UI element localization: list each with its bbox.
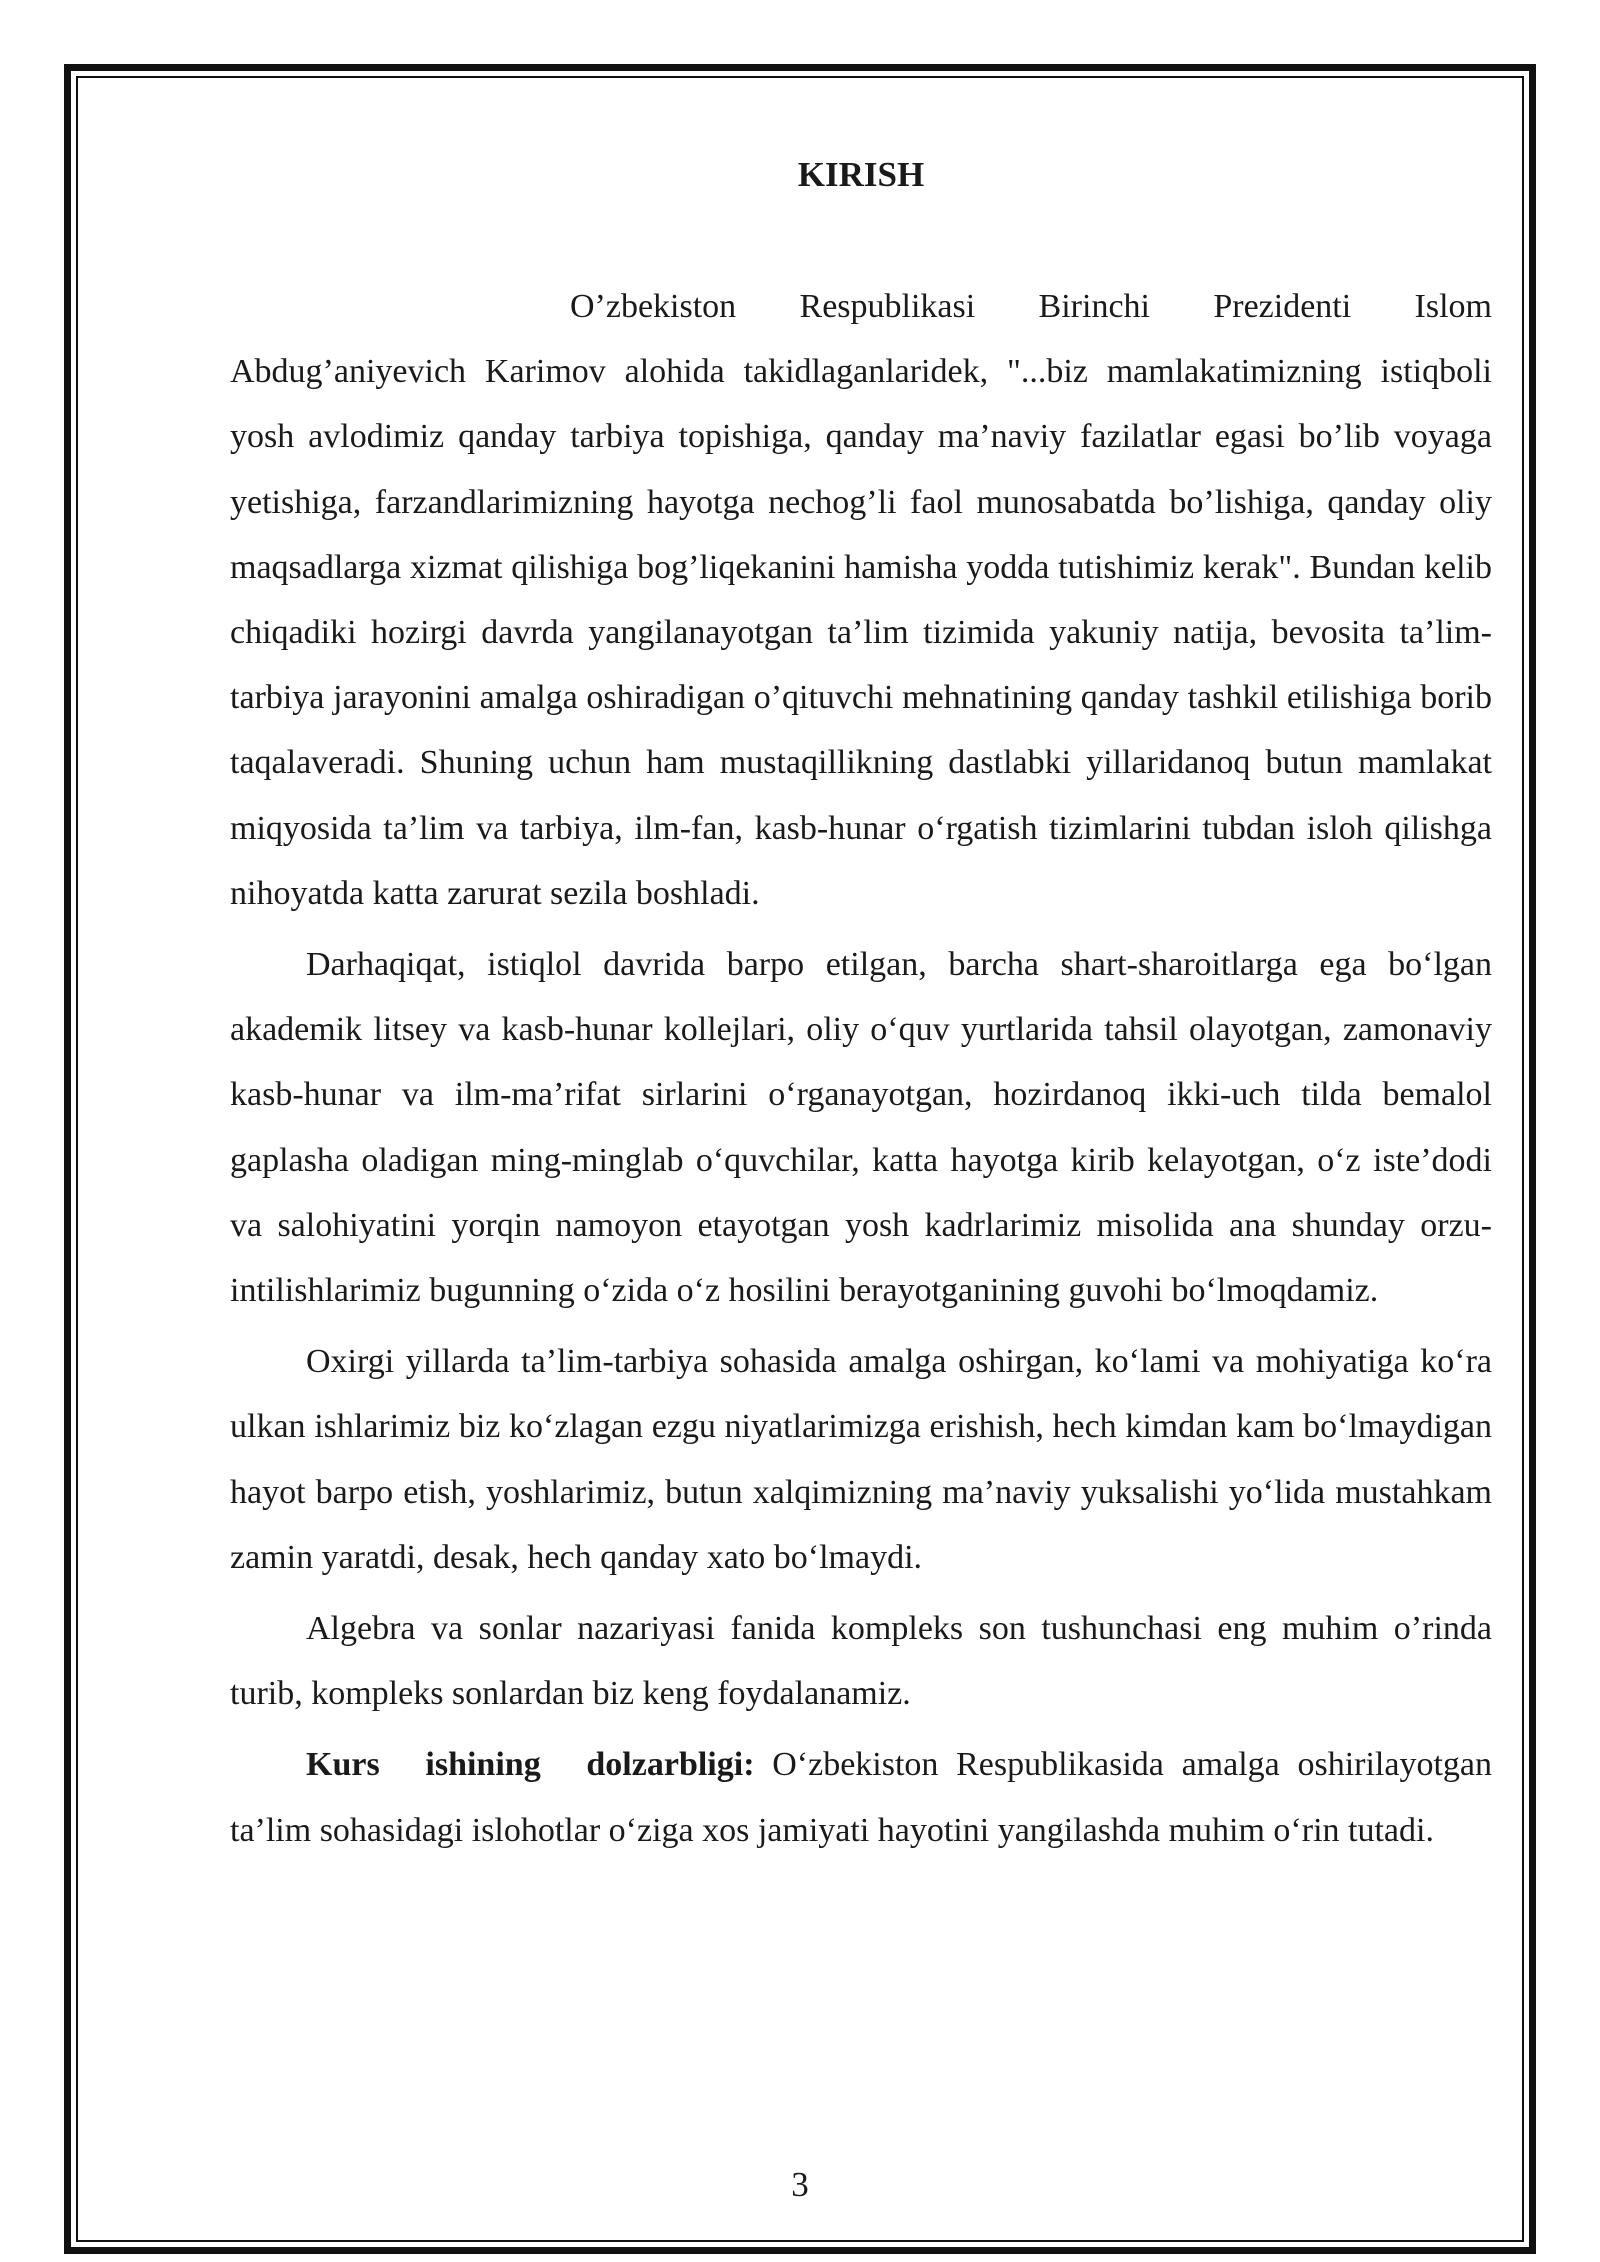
relevance-label: Kurs ishining dolzarbligi: xyxy=(306,1746,755,1784)
paragraph-intro: O’zbekiston Respublikasi Birinchi Prezidenti Islom Abdug’aniyevich Karimov alohida takidlaganlaridek, "...biz mamlakatimizning istiqboli yosh avlodimiz qanday tarbiya topishiga, qanday ma’naviy fazilatlar egasi bo’lib voyaga yetishiga, farzandlarimizning hayotga nechog’li faol munosabatda bo’lishiga, qanday oliy maqsadlarga xizmat qilishiga bog’liqekanini hamisha yodda tutishimiz kerak". Bundan kelib chiqadiki hozirgi davrda yangilanayotgan ta’lim tizimida yakuniy natija, bevosita ta’lim-tarbiya jarayonini amalga oshiradigan o’qituvchi mehnatining qanday tashkil etilishiga borib taqalaveradi. Shuning uchun ham mustaqillikning dastlabki yillaridanoq butun mamlakat miqyosida ta’lim va tarbiya, ilm-fan, kasb-hunar o‘rgatish tizimlarini tubdan isloh qilishga nihoyatda katta zarurat sezila boshladi. xyxy=(230,288,1492,912)
paragraph-independence: Darhaqiqat, istiqlol davrida barpo etilgan, barcha shart-sharoitlarga ega bo‘lgan akademik litsey va kasb-hunar kollejlari, oliy o‘quv yurtlarida tahsil olayotgan, zamonaviy kasb-hunar va ilm-ma’rifat sirlarini o‘rganayotgan, hozirdanoq ikki-uch tilda bemalol gaplasha oladigan ming-minglab o‘quvchilar, katta hayotga kirib kelayotgan, o‘z iste’dodi va salohiyatini yorqin namoyon etayotgan yosh kadrlarimiz misolida ana shunday orzu-intilishlarimiz bugunning o‘zida o‘z hosilini berayotganining guvohi bo‘lmoqdamiz. xyxy=(230,946,1492,1310)
relevance-text: O‘zbekiston Respublikasida amalga oshirilayotgan ta’lim sohasidagi islohotlar o‘ziga xos jamiyati hayotini yangilashda muhim o‘rin tutadi. xyxy=(230,1746,1492,1849)
document-body xyxy=(230,148,1492,1869)
paragraph-relevance xyxy=(230,1732,1492,1862)
section-title: KIRISH xyxy=(797,155,925,194)
paragraph-reforms: Oxirgi yillarda ta’lim-tarbiya sohasida amalga oshirgan, ko‘lami va mohiyatiga ko‘ra ulkan ishlarimiz biz ko‘zlagan ezgu niyatlarimizga erishish, hech kimdan kam bo‘lmaydigan hayot barpo etish, yoshlarimiz, butun xalqimizning ma’naviy yuksalishi yo‘lida mustahkam zamin yaratdi, desak, hech qanday xato bo‘lmaydi. xyxy=(230,1343,1492,1576)
page-number: 3 xyxy=(791,2165,809,2204)
paragraph-complex-numbers: Algebra va sonlar nazariyasi fanida kompleks son tushunchasi eng muhim o’rinda turib, kompleks sonlardan biz keng foydalanamiz. xyxy=(230,1610,1492,1713)
